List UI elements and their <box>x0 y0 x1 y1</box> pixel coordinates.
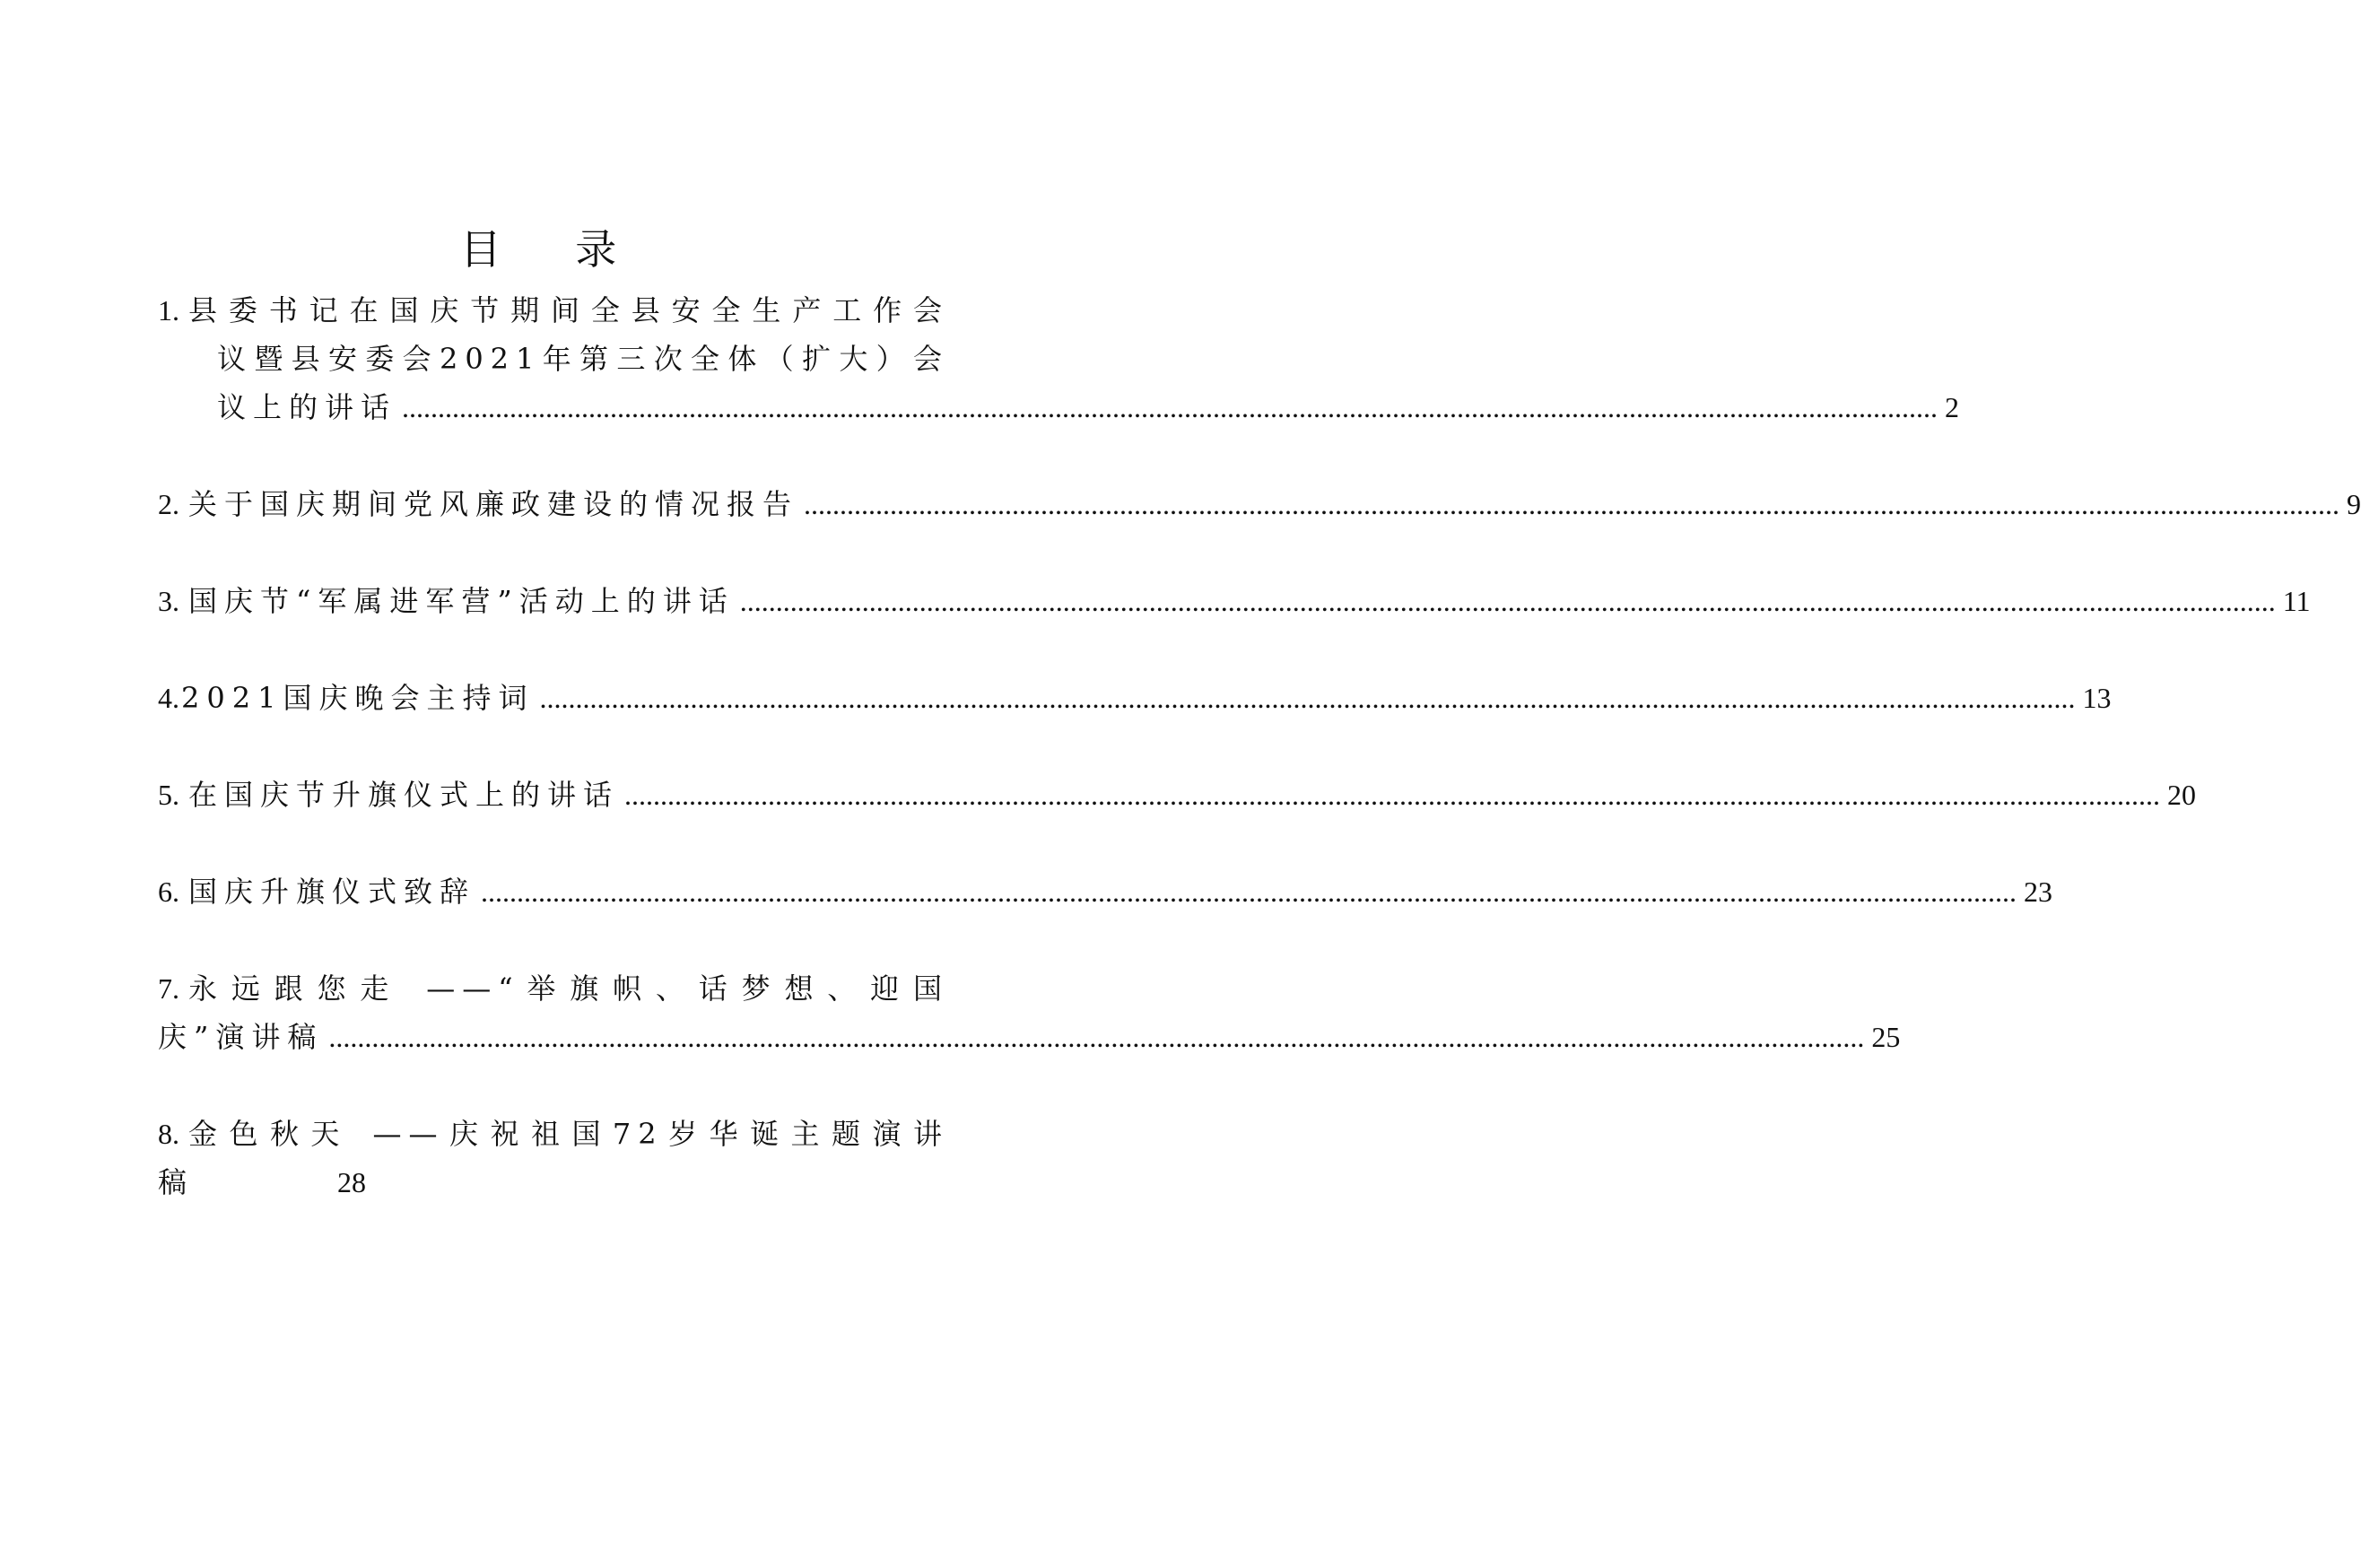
toc-entry-text: 2021国庆晚会主持词 <box>181 681 535 715</box>
toc-entry-5[interactable] <box>158 768 2197 822</box>
toc-entry-text: 庆”演讲稿 <box>158 1020 324 1054</box>
toc-entry-7-line-1[interactable] <box>158 962 949 1015</box>
toc-entry-1-line-1[interactable] <box>158 283 949 337</box>
dot-leader: ...................................................................................................................................................................................................................... <box>539 682 2076 714</box>
dot-leader: ...................................................................................................................................................................................................................... <box>739 585 2276 617</box>
dot-leader: ...................................................................................................................................................................................................................... <box>624 779 2161 811</box>
toc-entry-number: 5. <box>158 779 179 811</box>
toc-entry-8-line-2[interactable] <box>158 1155 949 1209</box>
toc-entry-text: 在国庆节升旗仪式上的讲话 <box>188 778 620 812</box>
toc-entry-1-line-2[interactable]: 议暨县安委会2021年第三次全体（扩大）会 <box>217 342 949 376</box>
toc-entry-number: 2. <box>158 488 179 520</box>
toc-entry-number: 7. <box>158 972 179 1005</box>
toc-page-number: 9 <box>2347 488 2361 520</box>
toc-entry-number: 3. <box>158 585 179 617</box>
toc-page-number: 20 <box>2167 779 2197 811</box>
toc-entry-3[interactable] <box>158 574 2311 628</box>
toc-page-number: 23 <box>2024 875 2053 908</box>
toc-page-number: 11 <box>2282 585 2311 617</box>
toc-entry-6[interactable] <box>158 865 2053 919</box>
dot-leader: ...................................................................................................................................................................................................................... <box>481 875 2017 908</box>
toc-page-number: 28 <box>337 1166 366 1198</box>
toc-entry-text: 国庆节“军属进军营”活动上的讲话 <box>188 584 735 618</box>
toc-entry-number: 8. <box>158 1118 179 1150</box>
toc-entry-number: 6. <box>158 875 179 908</box>
toc-entry-text: 县委书记在国庆节期间全县安全生产工作会 <box>188 293 949 327</box>
toc-entry-8-line-1[interactable] <box>158 1107 949 1161</box>
toc-entry-4[interactable] <box>158 671 2112 725</box>
toc-entry-text: 永远跟您走 ——“举旗帜、话梦想、迎国 <box>188 971 949 1006</box>
toc-entry-text: 关于国庆期间党风廉政建设的情况报告 <box>188 487 799 521</box>
page-title: 目 录 <box>459 225 648 274</box>
dot-leader: ...................................................................................................................................................................................................................... <box>402 391 1938 423</box>
toc-entry-2[interactable] <box>158 477 2361 531</box>
toc-entry-7-line-2[interactable] <box>158 1010 1901 1064</box>
toc-entry-text: 议上的讲话 <box>217 390 397 424</box>
toc-page-number: 2 <box>1945 391 1960 423</box>
toc-entry-text: 金色秋天 ——庆祝祖国72岁华诞主题演讲 <box>188 1117 949 1151</box>
dot-leader: ...................................................................................................................................................................................................................... <box>328 1021 1865 1053</box>
toc-entry-text: 国庆升旗仪式致辞 <box>188 875 476 909</box>
toc-entry-text: 稿 <box>158 1165 195 1199</box>
dot-leader: ...................................................................................................................................................................................................................... <box>804 488 2340 520</box>
toc-entry-number: 1. <box>158 294 179 327</box>
toc-page-number: 25 <box>1871 1021 1901 1053</box>
toc-entry-number: 4. <box>158 682 179 714</box>
toc-page-number: 13 <box>2082 682 2112 714</box>
toc-entry-1-line-3[interactable] <box>217 380 1960 434</box>
